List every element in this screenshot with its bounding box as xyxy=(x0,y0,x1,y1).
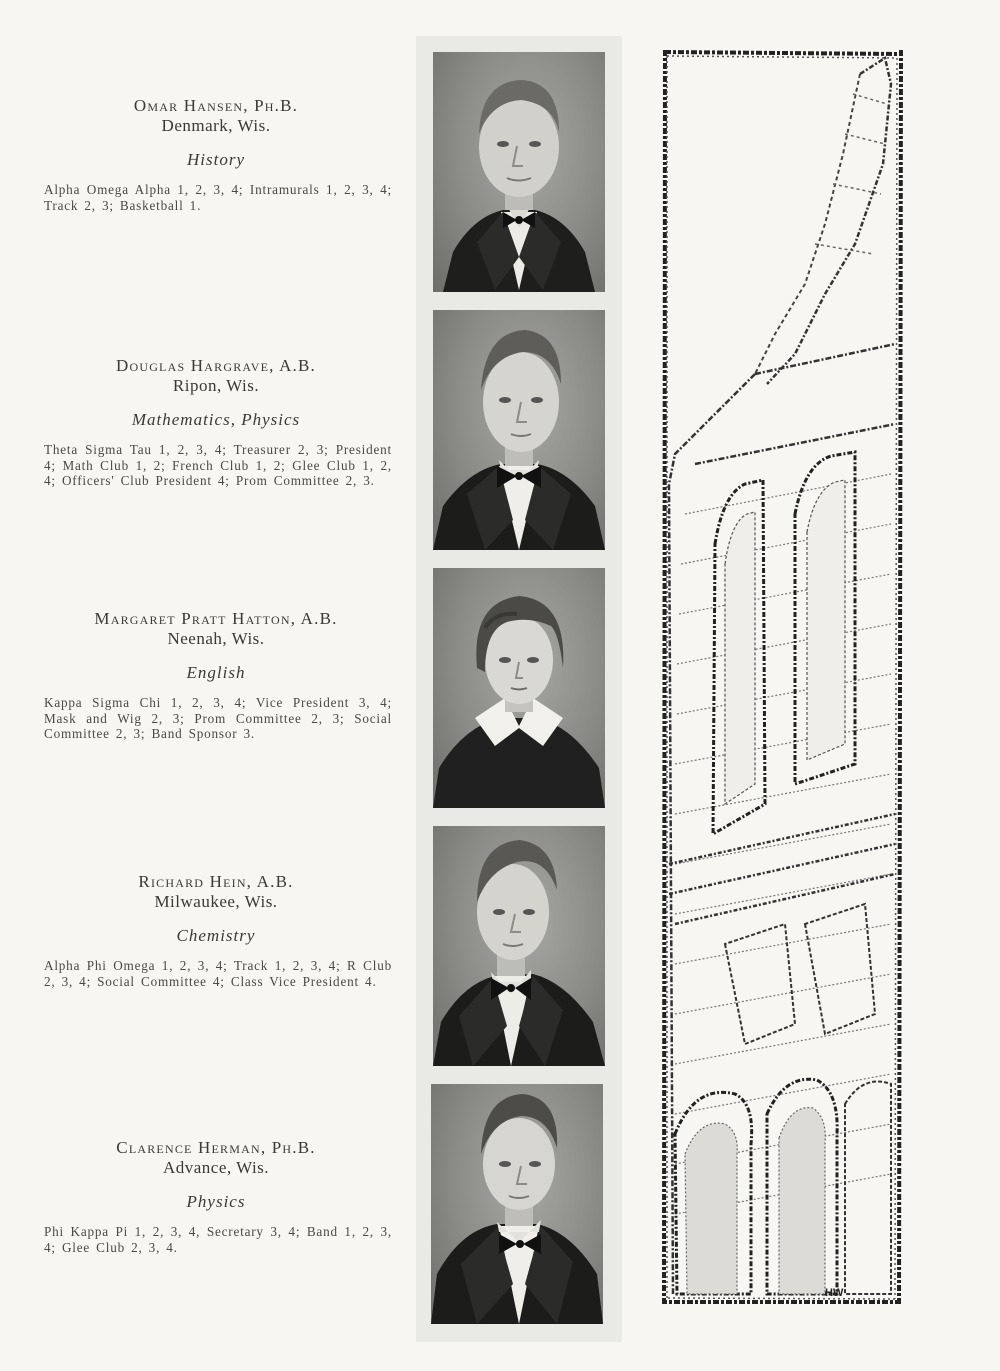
senior-entry xyxy=(40,609,392,742)
senior-entry xyxy=(40,872,392,989)
student-hometown: Ripon, Wis. xyxy=(172,376,260,395)
portrait-man-tuxedo xyxy=(433,826,605,1066)
portrait-photo xyxy=(433,52,605,292)
student-hometown: Denmark, Wis. xyxy=(161,116,271,135)
student-hometown: Milwaukee, Wis. xyxy=(154,892,278,911)
student-name: Omar Hansen, Ph.B. xyxy=(133,96,299,115)
student-name: Douglas Hargrave, A.B. xyxy=(115,356,316,375)
student-activities: Alpha Omega Alpha 1, 2, 3, 4; Intramurals 1, 2, 3, 4; Track 2, 3; Basketball 1. xyxy=(44,182,392,213)
senior-entry xyxy=(40,1138,392,1255)
student-name: Margaret Pratt Hatton, A.B. xyxy=(94,609,338,628)
student-major: History xyxy=(187,150,245,169)
church-tower-drawing xyxy=(655,44,910,1309)
portrait-man-tuxedo xyxy=(433,52,605,292)
student-major: Chemistry xyxy=(176,926,256,945)
portrait-woman-gown xyxy=(433,568,605,808)
portrait-photo xyxy=(433,826,605,1066)
tower-sketch-illustration xyxy=(655,44,910,1309)
student-name: Richard Hein, A.B. xyxy=(138,872,294,891)
student-activities: Phi Kappa Pi 1, 2, 3, 4, Secretary 3, 4; Band 1, 2, 3, 4; Glee Club 2, 3, 4. xyxy=(44,1224,392,1255)
photo-strip xyxy=(416,36,622,1342)
portrait-photo xyxy=(431,1084,603,1324)
student-major: Physics xyxy=(186,1192,246,1211)
senior-entry xyxy=(40,356,392,489)
senior-entry xyxy=(40,96,392,213)
student-major: Mathematics, Physics xyxy=(131,410,301,429)
student-hometown: Neenah, Wis. xyxy=(167,629,265,648)
student-activities: Theta Sigma Tau 1, 2, 3, 4; Treasurer 2, 3; President 4; Math Club 1, 2; French Club 1, 2; Glee Club 1, 2, 4; Officers' Club President 4; Prom Committee 2, 3. xyxy=(44,442,392,488)
portrait-photo xyxy=(433,568,605,808)
student-activities: Alpha Phi Omega 1, 2, 3, 4; Track 1, 2, 3, 4; R Club 2, 3, 4; Social Committee 4; Class Vice President 4. xyxy=(44,958,392,989)
artist-monogram: HW xyxy=(825,1287,844,1299)
portrait-man-tuxedo xyxy=(433,310,605,550)
student-activities: Kappa Sigma Chi 1, 2, 3, 4; Vice President 3, 4; Mask and Wig 2, 3; Prom Committee 2, 3; Social Committee 2, 3; Band Sponsor 3. xyxy=(44,695,392,741)
student-major: English xyxy=(186,663,246,682)
portrait-man-tuxedo xyxy=(431,1084,603,1324)
student-hometown: Advance, Wis. xyxy=(162,1158,270,1177)
student-name: Clarence Herman, Ph.B. xyxy=(116,1138,316,1157)
portrait-photo xyxy=(433,310,605,550)
